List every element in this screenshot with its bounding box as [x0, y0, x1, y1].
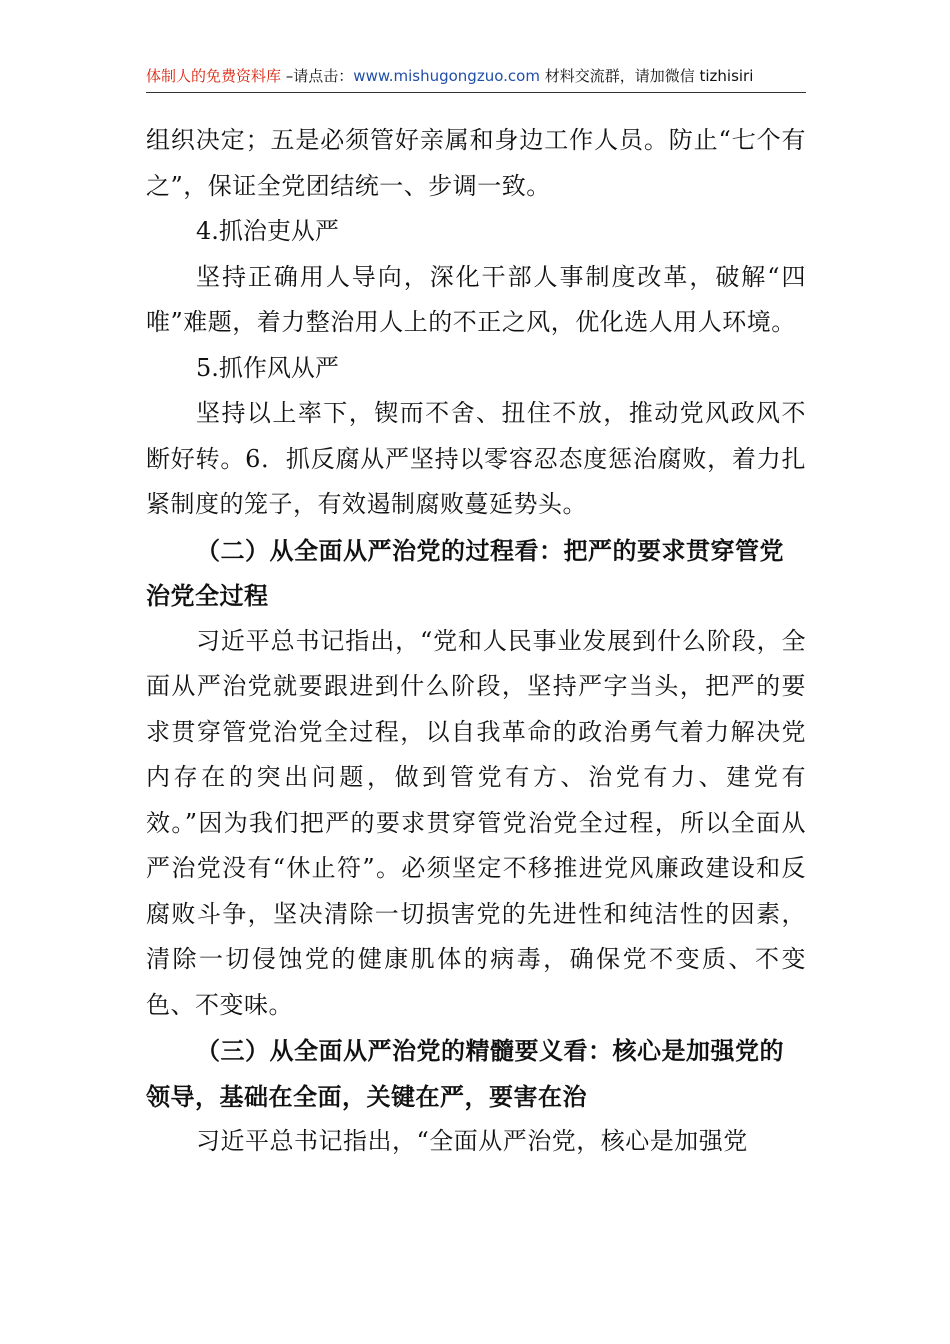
paragraph-2: 坚持正确用人导向，深化干部人事制度改革，破解“四唯”难题，着力整治用人上的不正之风，优化选人用人环境。	[146, 262, 806, 336]
heading-4: 4.抓治吏从严	[196, 217, 339, 245]
section-3-heading: （三）从全面从严治党的精髓要义看：核心是加强党的领导，基础在全面，关键在严，要害在治	[146, 1036, 784, 1111]
header-url-link[interactable]: www.mishugongzuo.com	[353, 67, 540, 85]
document-body	[146, 118, 806, 1165]
paragraph-1: 组织决定；五是必须管好亲属和身边工作人员。防止“七个有之”，保证全党团结统一、步调一致。	[146, 126, 806, 200]
paragraph-3: 坚持以上率下，锲而不舍、扭住不放，推动党风政风不断好转。6．抓反腐从严坚持以零容忍态度惩治腐败，着力扎紧制度的笼子，有效遏制腐败蔓延势头。	[146, 399, 806, 518]
paragraph-5: 习近平总书记指出，“全面从严治党，核心是加强党	[196, 1127, 748, 1155]
heading-5: 5.抓作风从严	[196, 353, 339, 382]
section-2-heading: （二）从全面从严治党的过程看：把严的要求贯穿管党治党全过程	[146, 535, 784, 610]
header-site-name: 体制人的免费资料库	[146, 67, 282, 85]
paragraph-4: 习近平总书记指出，“党和人民事业发展到什么阶段，全面从严治党就要跟进到什么阶段，坚持严字当头，把严的要求贯穿管党治党全过程，以自我革命的政治勇气着力解决党内存在的突出问题，做到管党有方、治党有力、建党有效。”因为我们把严的要求贯穿管党治党全过程，所以全面从严治党没有“休止符”。必须坚定不移推进党风廉政建设和反腐败斗争，坚决清除一切损害党的先进性和纯洁性的因素，清除一切侵蚀党的健康肌体的病毒，确保党不变质、不变色、不变味。	[146, 626, 806, 1019]
header-suffix: 材料交流群，请加微信 tizhisiri	[539, 67, 754, 85]
header-prompt: –请点击：	[281, 67, 354, 85]
page-header	[146, 62, 806, 93]
